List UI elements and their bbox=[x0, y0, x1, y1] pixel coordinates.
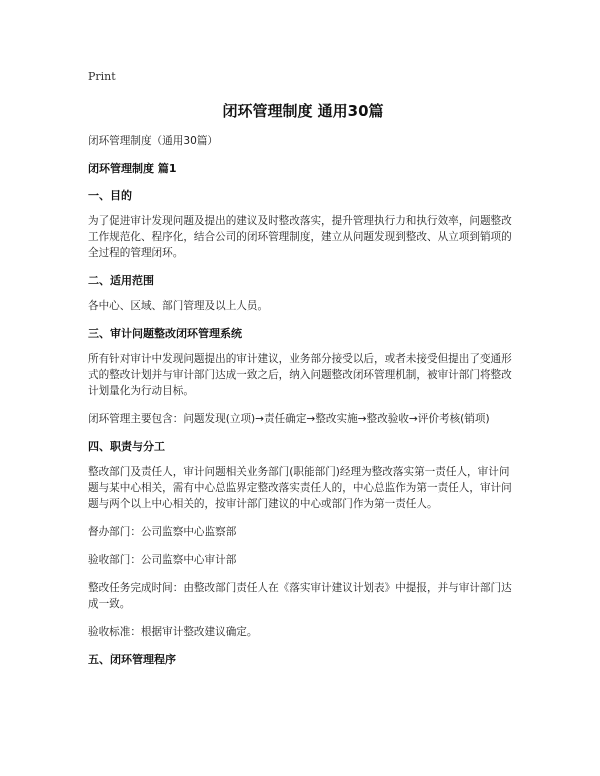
acceptance-department: 验收部门：公司监察中心审计部 bbox=[88, 554, 237, 566]
page-title: 闭环管理制度 通用30篇 bbox=[222, 102, 384, 120]
section-heading-procedure: 五、闭环管理程序 bbox=[88, 653, 176, 666]
print-label: Print bbox=[88, 70, 116, 83]
section-heading-duties: 四、职责与分工 bbox=[88, 440, 165, 453]
section-text-scope: 各中心、区域、部门管理及以上人员。 bbox=[88, 300, 269, 312]
section-text-system-1: 所有针对审计中发现问题提出的审计建议，业务部分接受以后，或者未接受但提出了变通形式的整改计划并与审计部门达成一致之后，纳入问题整改闭环管理机制，被审计部门将整改计划量化为行动目标。 bbox=[88, 353, 512, 397]
section-text-system-2: 闭环管理主要包含：问题发现(立项)→责任确定→整改实施→整改验收→评价考核(销项) bbox=[88, 413, 490, 425]
section-heading-purpose: 一、目的 bbox=[88, 189, 132, 202]
supervise-department: 督办部门：公司监察中心监察部 bbox=[88, 526, 237, 538]
document-subtitle: 闭环管理制度（通用30篇） bbox=[88, 135, 219, 147]
article-heading: 闭环管理制度 篇1 bbox=[88, 162, 177, 175]
document-body bbox=[88, 133, 518, 677]
section-text-purpose: 为了促进审计发现问题及提出的建议及时整改落实，提升管理执行力和执行效率，问题整改工作规范化、程序化，结合公司的闭环管理制度，建立从问题发现到整改、从立项到销项的全过程的管理闭环。 bbox=[88, 215, 512, 259]
section-text-duties: 整改部门及责任人，审计问题相关业务部门(职能部门)经理为整改落实第一责任人，审计问题与某中心相关，需有中心总监界定整改落实责任人的，中心总监作为第一责任人，审计问题与两个以上中心相关的，按审计部门建议的中心或部门作为第一责任人。 bbox=[88, 466, 512, 510]
section-heading-system: 三、审计问题整改闭环管理系统 bbox=[88, 327, 242, 340]
acceptance-standard: 验收标准：根据审计整改建议确定。 bbox=[88, 626, 258, 638]
section-heading-scope: 二、适用范围 bbox=[88, 274, 154, 287]
completion-deadline: 整改任务完成时间：由整改部门责任人在《落实审计建议计划表》中提报，并与审计部门达成一致。 bbox=[88, 582, 512, 610]
